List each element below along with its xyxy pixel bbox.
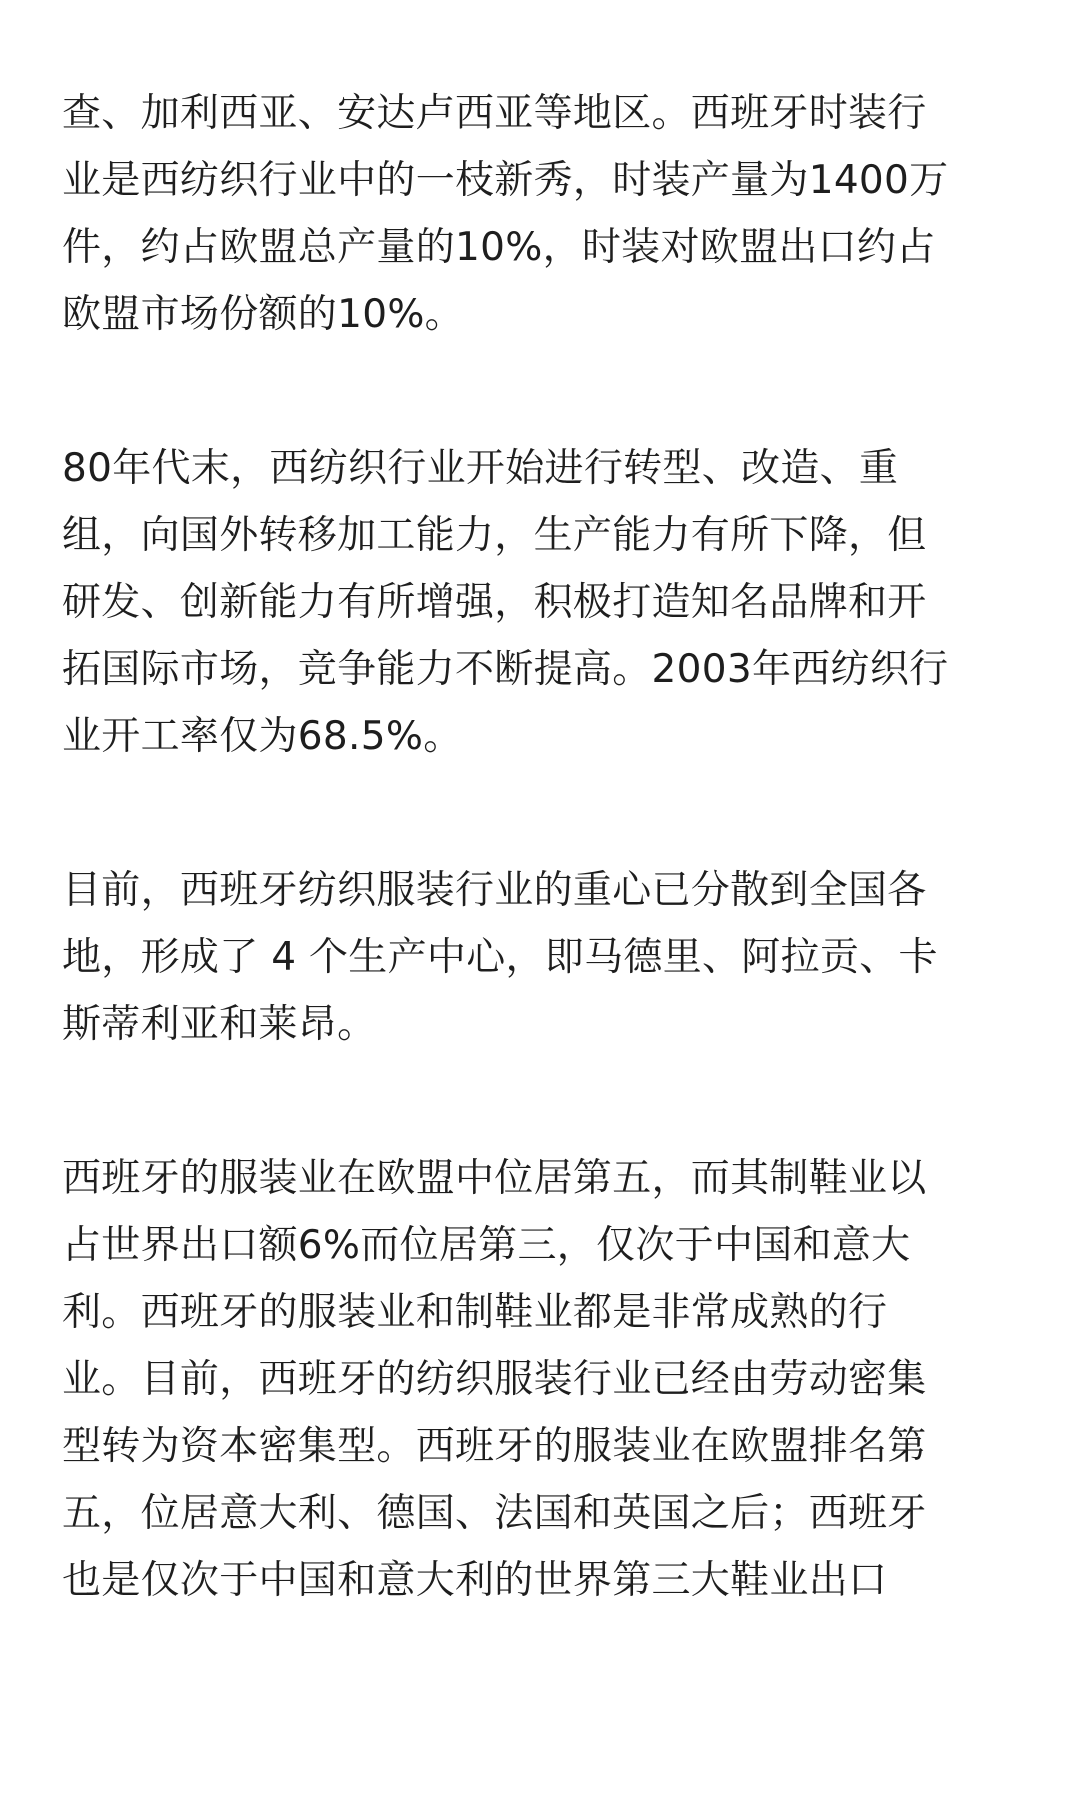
paragraph-restructuring: 80年代末，西纺织行业开始进行转型、改造、重 组，向国外转移加工能力，生产能力有所下降，但 研发、创新能力有所增强，积极打造知名品牌和开 拓国际市场，竞争能力不断提高。2003年西纺织行 业开工率仅为68.5%。 <box>62 446 949 759</box>
paragraph-gap <box>62 1058 1022 1145</box>
paragraph-apparel-footwear: 西班牙的服装业在欧盟中位居第五，而其制鞋业以 占世界出口额6%而位居第三，仅次于中国和意大 利。西班牙的服装业和制鞋业都是非常成熟的行 业。目前，西班牙的纺织服装行业已经由劳动密集 型转为资本密集型。西班牙的服装业在欧盟排名第 五，位居意大利、德国、法国和英国之后；西班牙 也是仅次于中国和意大利的世界第三大鞋业出口 <box>62 1156 927 1603</box>
paragraph-fashion-industry: 查、加利西亚、安达卢西亚等地区。西班牙时装行 业是西纺织行业中的一枝新秀，时装产量为1400万 件，约占欧盟总产量的10%，时装对欧盟出口约占 欧盟市场份额的10%。 <box>62 91 949 337</box>
paragraph-gap <box>62 770 1022 857</box>
paragraph-gap <box>62 348 1022 435</box>
article-body <box>62 80 1022 1614</box>
paragraph-production-centers: 目前，西班牙纺织服装行业的重心已分散到全国各 地，形成了 4 个生产中心，即马德里、阿拉贡、卡 斯蒂利亚和莱昂。 <box>62 868 938 1047</box>
